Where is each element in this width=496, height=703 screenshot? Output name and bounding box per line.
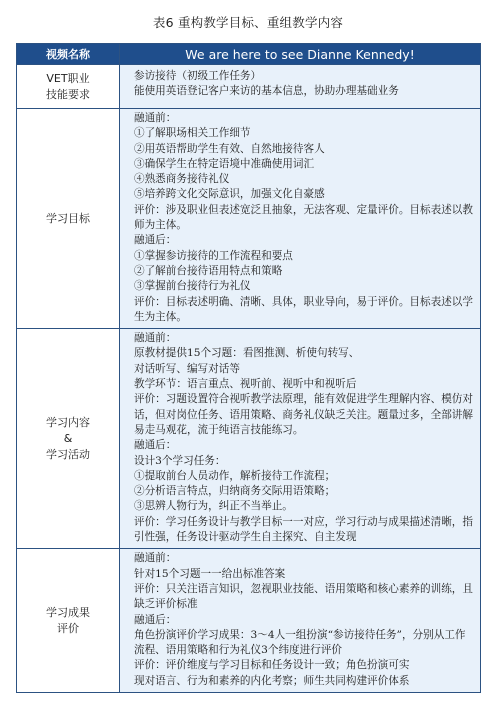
table-row-content [17, 329, 481, 549]
label-line: 学习成果 [46, 605, 90, 619]
content-line: ①掌握参访接待的工作流程和要点 [134, 249, 293, 262]
content-line: ②用英语帮助学生有效、自然地接待客人 [134, 142, 325, 155]
content-paragraph: 评价：目标表述明确、清晰、具体，职业导向，易于评价。目标表述以学生为主体。 [134, 295, 473, 323]
content-line: ②分析语言特点，归纳商务交际用语策略； [134, 485, 336, 498]
content-line: 针对15个习题一一给出标准答案 [134, 567, 286, 580]
content-line: 参访接待（初级工作任务） [134, 70, 262, 82]
content-line: 融通前： [134, 552, 177, 565]
table-row-vet [17, 65, 481, 109]
label-line: 技能要求 [46, 87, 90, 101]
label-line: 评价 [57, 621, 79, 635]
label-line: VET职业 [46, 71, 90, 85]
label-line: 学习目标 [46, 211, 90, 225]
content-line: 对话听写、编写对话等 [134, 362, 240, 375]
row-content-content [120, 329, 481, 549]
header-video-name: 视频名称 [17, 44, 120, 65]
row-label-content [17, 329, 120, 549]
table-header-row [17, 44, 481, 65]
label-line: 学习活动 [46, 447, 90, 461]
content-paragraph: 评价：只关注语言知识，忽视职业技能、语用策略和核心素养的训练，且缺乏评价标准 [134, 582, 473, 611]
content-line: 教学环节：语言重点、视听前、视听中和视听后 [134, 378, 357, 391]
teaching-table [16, 43, 481, 693]
table-row-goals [17, 109, 481, 329]
row-content-assessment [120, 549, 481, 693]
content-line: 评价：评价维度与学习目标和任务设计一致；角色扮演可实 [134, 659, 410, 672]
content-line: ①了解职场相关工作细节 [134, 127, 251, 140]
table-caption: 表6 重构教学目标、重组教学内容 [152, 15, 344, 30]
content-paragraph: 评价：习题设置符合视听教学法原理，能有效促进学生理解内容、模仿对话，但对岗位任务、语用策略、商务礼仪缺乏关注。题量过多，全部讲解易走马观花，流于纯语言技能练习。 [134, 393, 473, 436]
row-label-goals [17, 109, 120, 329]
row-label-vet [17, 65, 120, 109]
table-row-assessment [17, 549, 481, 693]
row-label-assessment [17, 549, 120, 693]
content-line: ①提取前台人员动作，解析接待工作流程； [134, 469, 336, 482]
row-content-vet [120, 65, 481, 109]
content-line: 能使用英语登记客户来访的基本信息，协助办理基础业务 [134, 85, 399, 98]
content-line: 融通前： [134, 332, 177, 345]
content-paragraph: 评价：学习任务设计与教学目标一一对应，学习行动与成果描述清晰，指引性强，任务设计驱动学生自主探究、自主发现 [134, 515, 473, 544]
content-line: 融通后： [134, 613, 177, 626]
row-content-goals [120, 109, 481, 329]
content-line: ⑤培养跨文化交际意识，加强文化自豪感 [134, 188, 325, 201]
content-line: ③思辨人物行为，纠正不当举止。 [134, 500, 293, 513]
content-line: ③确保学生在特定语境中准确使用词汇 [134, 157, 315, 170]
content-line: 现对语言、行为和素养的内化考察；师生共同构建评价体系 [134, 674, 410, 687]
content-paragraph: 评价：涉及职业但表述宽泛且抽象，无法客观、定量评价。目标表述以教师为主体。 [134, 203, 473, 232]
content-line: ②了解前台接待语用特点和策略 [134, 264, 283, 277]
label-line: 学习内容 [46, 415, 90, 429]
content-line: 原教材提供15个习题：看图推测、析使句转写、 [134, 347, 360, 360]
content-line: 设计3个学习任务： [134, 454, 226, 467]
content-line: 融通后： [134, 234, 177, 247]
content-line: 融通前： [134, 112, 177, 124]
header-video-title: We are here to see Dianne Kennedy! [120, 44, 481, 65]
content-line: ③掌握前台接待行为礼仪 [134, 280, 251, 293]
content-line: 融通后： [134, 439, 177, 452]
content-paragraph: 角色扮演评价学习成果：3～4人一组扮演“参访接待任务”，分别从工作流程、语用策略和行为礼仪3个纬度进行评价 [134, 628, 466, 657]
label-line: & [63, 431, 73, 445]
content-line: ④熟悉商务接待礼仪 [134, 173, 230, 186]
